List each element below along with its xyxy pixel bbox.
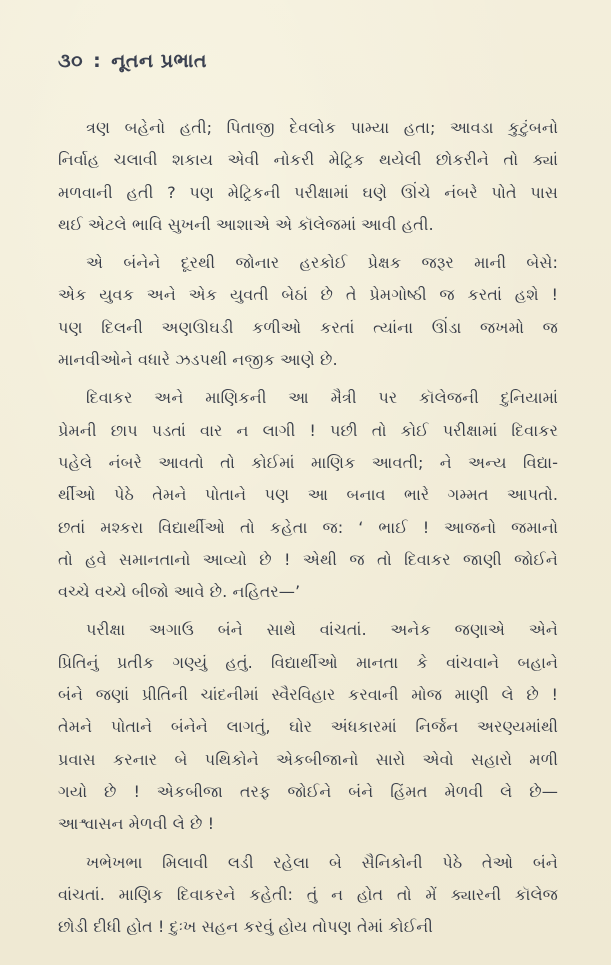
body-text xyxy=(58,112,558,949)
text-line: તો હવે સમાનતાનો આવ્યો છે ! એથી જ તો દિવાકર જાણી જોઈને xyxy=(58,549,558,569)
text-line: નિર્વાહ ચલાવી શકાય એવી નોકરી મેટ્રિક થયેલી છોકરીને તો ક્યાં xyxy=(58,150,558,170)
book-title: નૂતન પ્રભાત xyxy=(111,50,208,72)
text-line: આશ્વાસન મેળવી લે છે ! xyxy=(58,814,215,834)
text-line: એક યુવક અને એક યુવતી બેઠાં છે તે પ્રેમગોષ્ઠી જ કરતાં હશે ! xyxy=(58,285,558,305)
header-separator: : xyxy=(93,50,102,72)
text-line: પહેલે નંબરે આવતો તો કોઈમાં માણિક આવતી; ને અન્ય વિદ્યા- xyxy=(58,452,558,472)
text-line: વાંચતાં. માણિક દિવાકરને કહેતી: તું ન હોત તો મેં ક્યારની કૉલેજ xyxy=(58,884,558,904)
text-line: પ્રવાસ કરનાર બે પથિકોને એકબીજાનો સારો એવો સહારો મળી xyxy=(58,749,558,769)
paragraph xyxy=(58,112,558,241)
text-line: તેમને પોતાને બંનેને લાગતું, ઘોર અંધકારમાં નિર્જન અરણ્યમાંથી xyxy=(58,717,558,737)
running-header xyxy=(58,50,207,72)
text-line: છતાં મશ્કરા વિદ્યાર્થીઓ તો કહેતા જ: ‘ ભાઈ ! આજનો જમાનો xyxy=(58,517,558,537)
text-line: છોડી દીધી હોત ! દુઃખ સહન કરવું હોય તોપણ તેમાં કોઈની xyxy=(58,917,433,937)
paragraph xyxy=(58,382,558,608)
text-line: ત્રણ બહેનો હતી; પિતાજી દેવલોક પામ્યા હતા; આવડા કુટુંબનો xyxy=(86,118,558,137)
text-line: મળવાની હતી ? પણ મેટ્રિકની પરીક્ષામાં ઘણે ઊંચે નંબરે પોતે પાસ xyxy=(58,182,558,202)
text-line: ખભેખભા મિલાવી લડી રહેલા બે સૈનિકોની પેઠે તેઓ બંને xyxy=(86,852,558,872)
text-line: દિવાકર અને માણિકની આ મૈત્રી પર કૉલેજની દુનિયામાં xyxy=(86,388,558,408)
text-line: ગયો છે ! એકબીજા તરફ જોઈને બંને હિંમત મેળવી લે છે— xyxy=(58,781,558,801)
paragraph xyxy=(58,614,558,840)
text-line: પરીક્ષા અગાઉ બંને સાથે વાંચતાં. અનેક જણાએ એને xyxy=(86,620,558,640)
paragraph xyxy=(58,847,558,944)
page-number: ૩૦ xyxy=(58,50,84,72)
text-line: બંને જણાં પ્રીતિની ચાંદનીમાં સ્વૈરવિહાર કરવાની મોજ માણી લે છે ! xyxy=(58,685,558,705)
text-line: પણ દિલની અણઊઘડી કળીઓ કરતાં ત્યાંના ઊંડા જખમો જ xyxy=(58,317,558,337)
text-line: વચ્ચે વચ્ચે બીજો આવે છે. નહિતર—’ xyxy=(58,582,301,602)
text-line: માનવીઓને વધારે ઝડપથી નજીક આણે છે. xyxy=(58,350,338,370)
paragraph xyxy=(58,247,558,376)
text-line: પ્રિતિનું પ્રતીક ગણ્યું હતું. વિદ્યાર્થીઓ માનતા કે વાંચવાને બહાને xyxy=(58,652,558,672)
text-line: પ્રેમની છાપ પડતાં વાર ન લાગી ! પછી તો કોઈ પરીક્ષામાં દિવાકર xyxy=(58,420,558,440)
text-line: એ બંનેને દૂરથી જોનાર હરકોઈ પ્રેક્ષક જરૂર માની બેસે: xyxy=(86,253,558,273)
text-line: થઈ એટલે ભાવિ સુખની આશાએ એ કૉલેજમાં આવી હતી. xyxy=(58,214,434,234)
text-line: ર્થીઓ પેઠે તેમને પોતાને પણ આ બનાવ ભારે ગમ્મત આપતો. xyxy=(58,485,558,505)
